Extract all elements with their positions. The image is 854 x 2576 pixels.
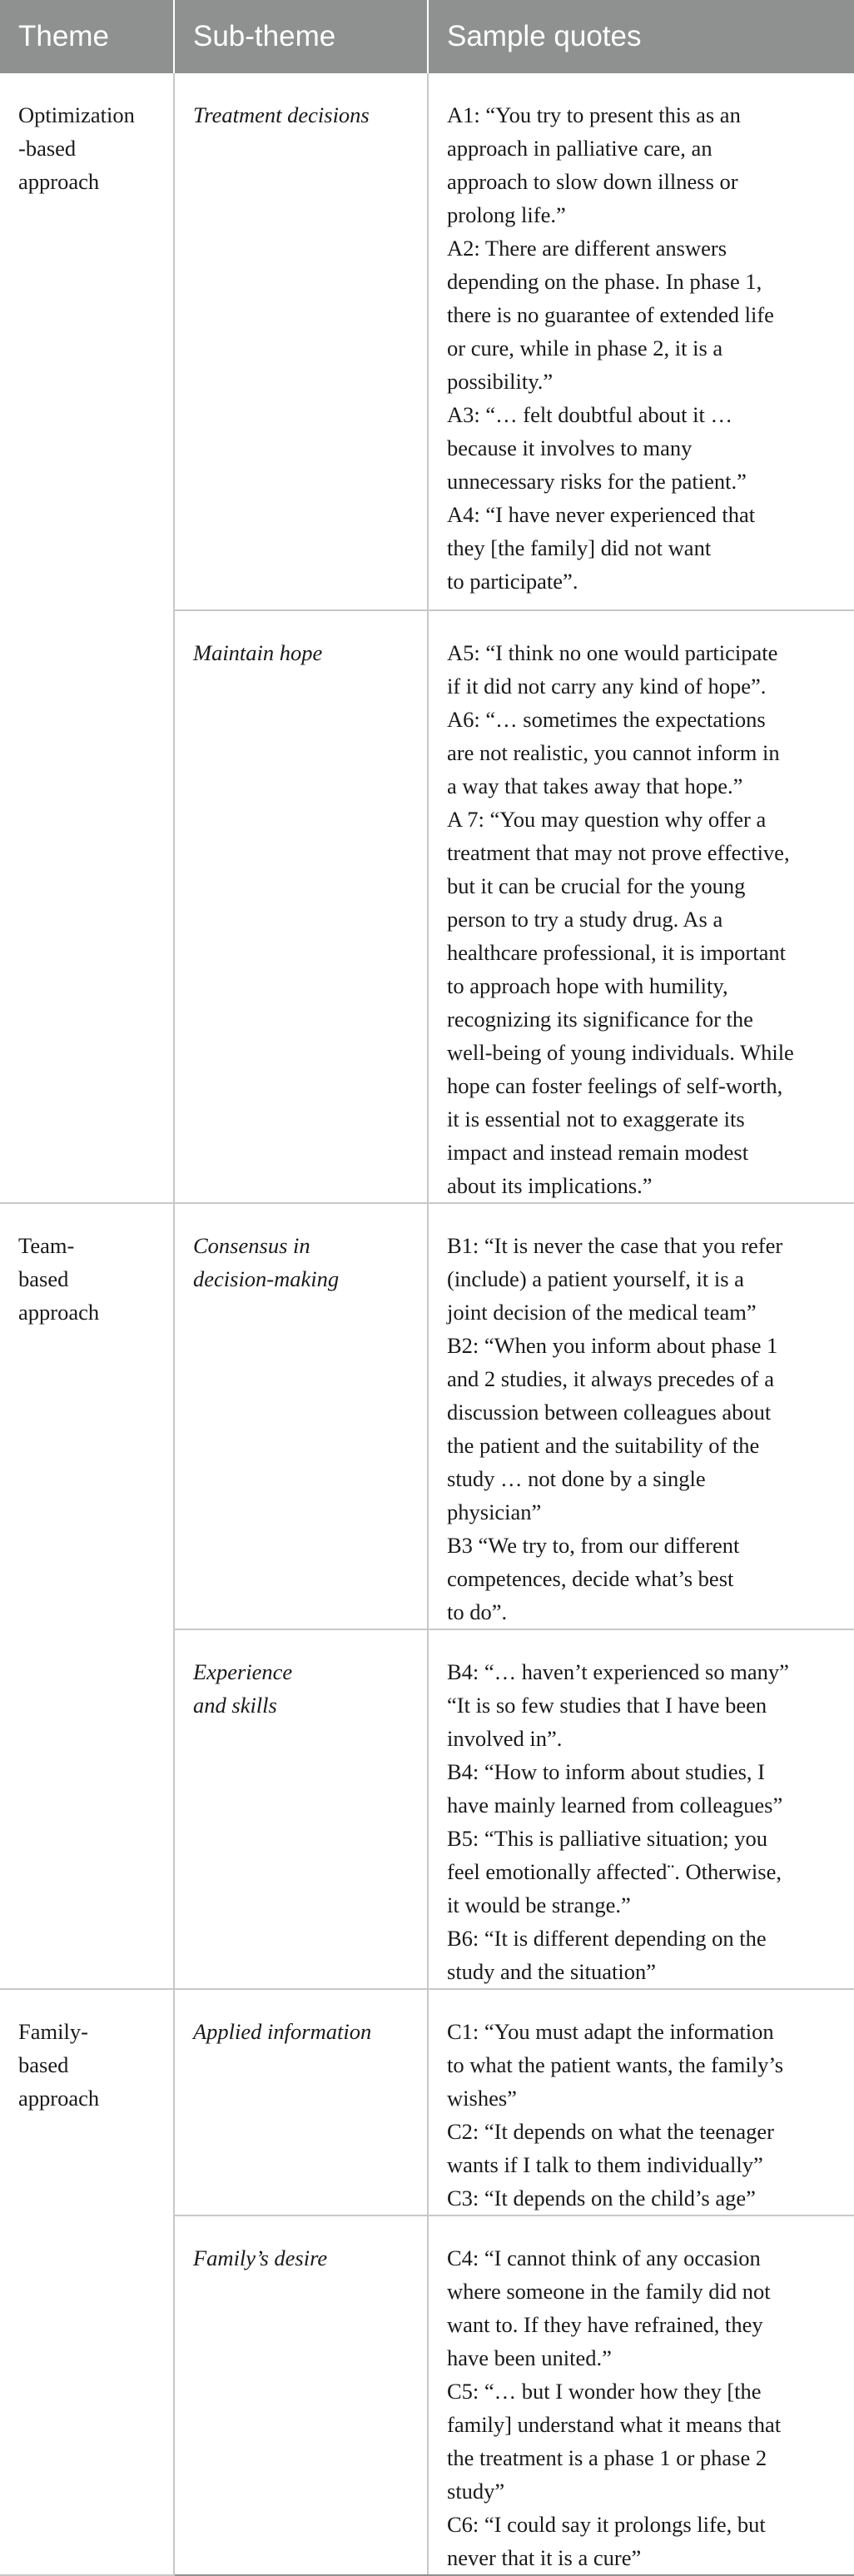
quote: A3: “… felt doubtful about it … because it involves to many unnecessary risks for the patient.” (447, 402, 747, 494)
quotes-cell (428, 73, 854, 610)
sub-theme-cell: Applied information (174, 1989, 428, 2215)
quotes-cell (428, 1629, 854, 1989)
quotes-cell (428, 2215, 854, 2575)
table-row (0, 1203, 854, 1629)
quotes-cell (428, 610, 854, 1203)
header-sub-theme: Sub-theme (174, 0, 428, 73)
quotes-cell (428, 1989, 854, 2215)
quotes-cell (428, 1203, 854, 1629)
quote: C5: “… but I wonder how they [the family] understand what it means that the treatment is a phase 1 or phase 2 study” (447, 2379, 782, 2504)
theme-label: Team- based approach (18, 1233, 100, 1325)
header-theme: Theme (0, 0, 174, 73)
quote: A1: “You try to present this as an approach in palliative care, an approach to slow down illness or prolong life.” (447, 102, 741, 227)
quote: C6: “I could say it prolongs life, but never that it is a cure” (447, 2512, 766, 2570)
quote: A2: There are different answers depending on the phase. In phase 1, there is no guarantee of extended life or cure, while in phase 2, it is a possibility.” (447, 236, 774, 394)
sub-theme-cell: Experience and skills (174, 1629, 428, 1989)
quote: A6: “… sometimes the expectations are not realistic, you cannot inform in a way that takes away that hope.” (447, 707, 780, 798)
sub-theme-cell: Treatment decisions (174, 73, 428, 610)
quote: B2: “When you inform about phase 1 and 2 studies, it always precedes of a discussion between colleagues about the patient and the suitability of the study … not done by a single physician” (447, 1333, 778, 1524)
theme-cell (0, 73, 174, 1203)
theme-cell (0, 1989, 174, 2575)
quote: C4: “I cannot think of any occasion where someone in the family did not want to. If they have refrained, they have been united.” (447, 2245, 771, 2370)
quote: B4: “How to inform about studies, I have mainly learned from colleagues” (447, 1759, 783, 1818)
quote: A 7: “You may question why offer a treatment that may not prove effective, but it can be crucial for the young person to try a study drug. As a healthcare professional, it is important to approach hope with humility, recognizing its significance for the well-being of young individuals. While hope can foster feelings of self-worth, it is essential not to exaggerate its impact and instead remain modest about its implications.” (447, 807, 794, 1198)
sub-theme-cell: Maintain hope (174, 610, 428, 1203)
sub-theme-cell: Consensus in decision-making (174, 1203, 428, 1629)
quote: B5: “This is palliative situation; you feel emotionally affected¨. Otherwise, it would be strange.” (447, 1826, 782, 1917)
quote: B4: “… haven’t experienced so many” “It is so few studies that I have been involved in”. (447, 1659, 789, 1751)
header-sample-quotes: Sample quotes (428, 0, 854, 73)
sub-theme-cell: Family’s desire (174, 2215, 428, 2575)
quote: C3: “It depends on the child’s age” (447, 2186, 756, 2210)
theme-label: Optimization -based approach (18, 102, 135, 194)
quote: C2: “It depends on what the teenager wants if I talk to them individually” (447, 2119, 774, 2177)
quote: B1: “It is never the case that you refer (include) a patient yourself, it is a joint decision of the medical team” (447, 1233, 783, 1325)
table-row (0, 1989, 854, 2215)
quote: A4: “I have never experienced that they [the family] did not want to participate”. (447, 502, 756, 594)
quote: B6: “It is different depending on the study and the situation” (447, 1926, 767, 1984)
theme-label: Family- based approach (18, 2019, 100, 2111)
table-row (0, 73, 854, 610)
quote: A5: “I think no one would participate if it did not carry any kind of hope”. (447, 640, 778, 699)
theme-cell (0, 1203, 174, 1989)
quote: C1: “You must adapt the information to what the patient wants, the family’s wishes” (447, 2019, 784, 2111)
header-row (0, 0, 854, 73)
quote: B3 “We try to, from our different competences, decide what’s best to do”. (447, 1533, 740, 1624)
